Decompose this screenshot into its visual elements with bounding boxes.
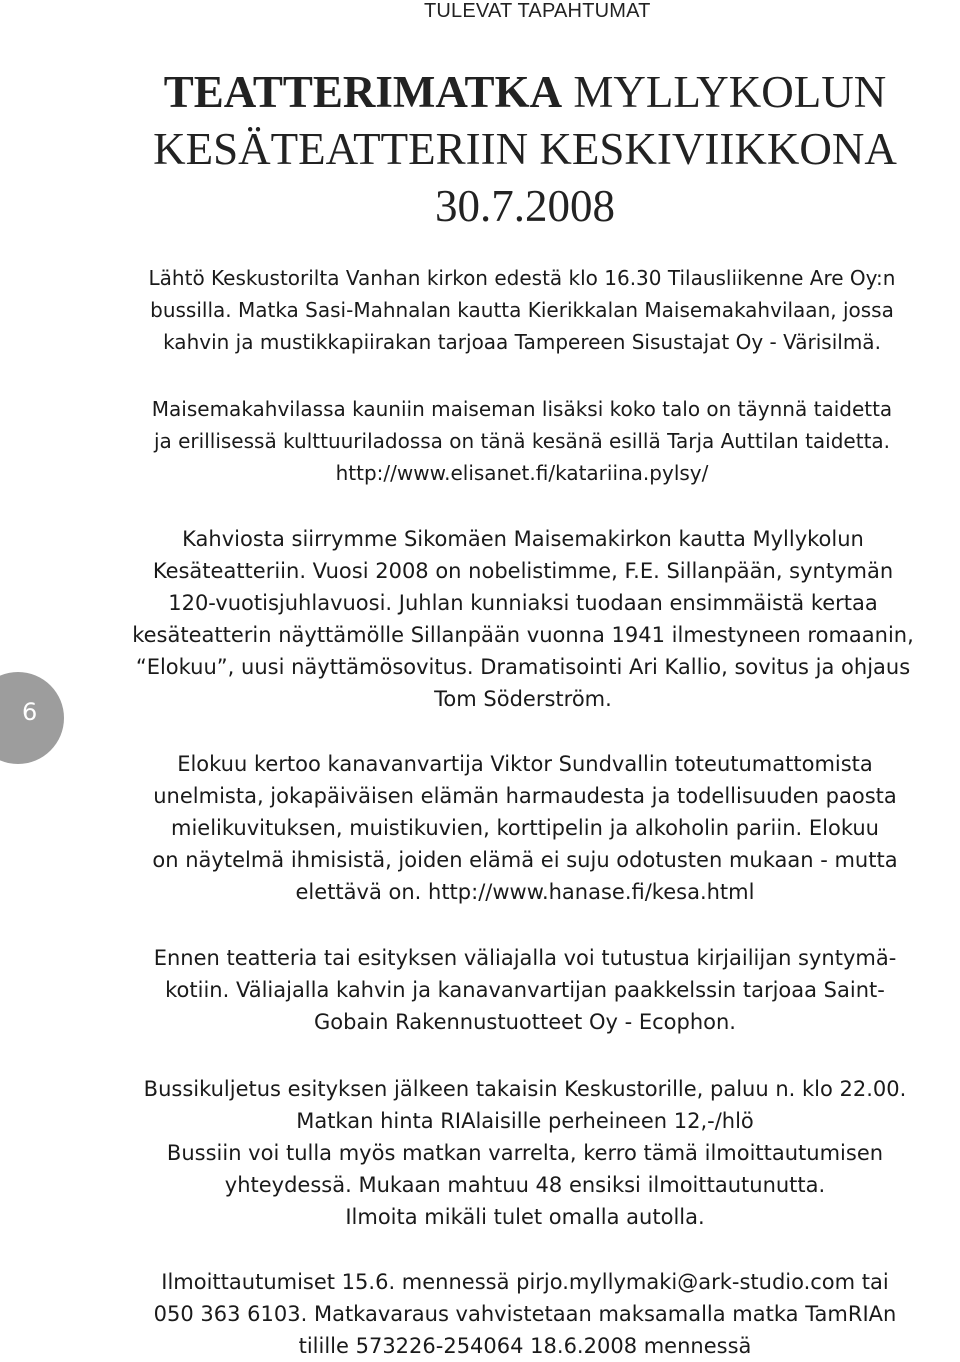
text-line-with-link[interactable]: elettävä on. http://www.hanase.fi/kesa.html [295,880,755,904]
title-bold-word: TEATTERIMATKA [163,67,563,117]
page-title [0,64,960,235]
section-label: TULEVAT TAPAHTUMAT [424,0,651,22]
text-line: kesäteatterin näyttämölle Sillanpään vuonna 1941 ilmestyneen romaanin, [132,623,914,647]
paragraph-theatre [86,523,960,715]
text-line: 050 363 6103. Matkavaraus vahvistetaan maksamalla matka TamRIAn [153,1302,897,1326]
page-number: 6 [22,698,38,726]
text-line: Ilmoita mikäli tulet omalla autolla. [345,1205,705,1229]
text-line: mielikuvituksen, muistikuvien, korttipelin ja alkoholin pariin. Elokuu [171,816,879,840]
title-line-1 [164,67,887,117]
paragraph-departure [84,262,960,358]
text-line: kotiin. Väliajalla kahvin ja kanavanvartijan paakkelssin tarjoaa Saint- [165,978,885,1002]
paragraph-transport [90,1073,960,1233]
text-line: Gobain Rakennustuotteet Oy - Ecophon. [314,1010,736,1034]
text-line-with-email[interactable]: Ilmoittautumiset 15.6. mennessä pirjo.myllymaki@ark-studio.com tai [161,1270,889,1294]
text-line: Matkan hinta RIAlaisille perheineen 12,-/hlö [296,1109,754,1133]
text-line: Kesäteatteriin. Vuosi 2008 on nobelistimme, F.E. Sillanpään, syntymän [152,559,894,583]
title-line-2: KESÄTEATTERIIN KESKIVIIKKONA [153,124,897,174]
text-line: Lähtö Keskustorilta Vanhan kirkon edestä klo 16.30 Tilausliikenne Are Oy:n [148,266,896,290]
paragraph-registration [90,1266,960,1362]
text-line: Bussiin voi tulla myös matkan varrelta, kerro tämä ilmoittautumisen [166,1141,884,1165]
text-line: ja erillisessä kulttuuriladossa on tänä kesänä esillä Tarja Auttilan taidetta. [153,429,891,453]
text-line: yhteydessä. Mukaan mahtuu 48 ensiksi ilmoittautunutta. [224,1173,826,1197]
title-line-3: 30.7.2008 [435,181,615,231]
text-line: Kahviosta siirrymme Sikomäen Maisemakirkon kautta Myllykolun [182,527,864,551]
text-line: bussilla. Matka Sasi-Mahnalan kautta Kierikkalan Maisemakahvilaan, jossa [150,298,894,322]
text-line: on näytelmä ihmisistä, joiden elämä ei suju odotusten mukaan - mutta [152,848,898,872]
paragraph-birthplace [90,942,960,1038]
text-line: tilille 573226-254064 18.6.2008 mennessä [298,1334,752,1358]
text-line: 120-vuotisjuhlavuosi. Juhlan kunniaksi tuodaan ensimmäistä kertaa [168,591,878,615]
text-line: unelmista, jokapäiväisen elämän harmaudesta ja todellisuuden paosta [153,784,897,808]
text-line: Tom Söderström. [434,687,612,711]
paragraph-play [90,748,960,908]
text-line: Elokuu kertoo kanavanvartija Viktor Sundvallin toteutumattomista [177,752,873,776]
title-line-1-rest: MYLLYKOLUN [562,67,887,117]
text-line: Ennen teatteria tai esityksen väliajalla voi tutustua kirjailijan syntymä- [153,946,897,970]
text-line: “Elokuu”, uusi näyttämösovitus. Dramatisointi Ari Kallio, sovitus ja ohjaus [135,655,911,679]
paragraph-cafe [84,393,960,489]
text-line: kahvin ja mustikkapiirakan tarjoaa Tampereen Sisustajat Oy - Värisilmä. [163,330,881,354]
link-elisanet[interactable]: http://www.elisanet.fi/katariina.pylsy/ [335,461,709,485]
text-line: Bussikuljetus esityksen jälkeen takaisin Keskustorille, paluu n. klo 22.00. [143,1077,907,1101]
text-line: Maisemakahvilassa kauniin maiseman lisäksi koko talo on täynnä taidetta [151,397,893,421]
